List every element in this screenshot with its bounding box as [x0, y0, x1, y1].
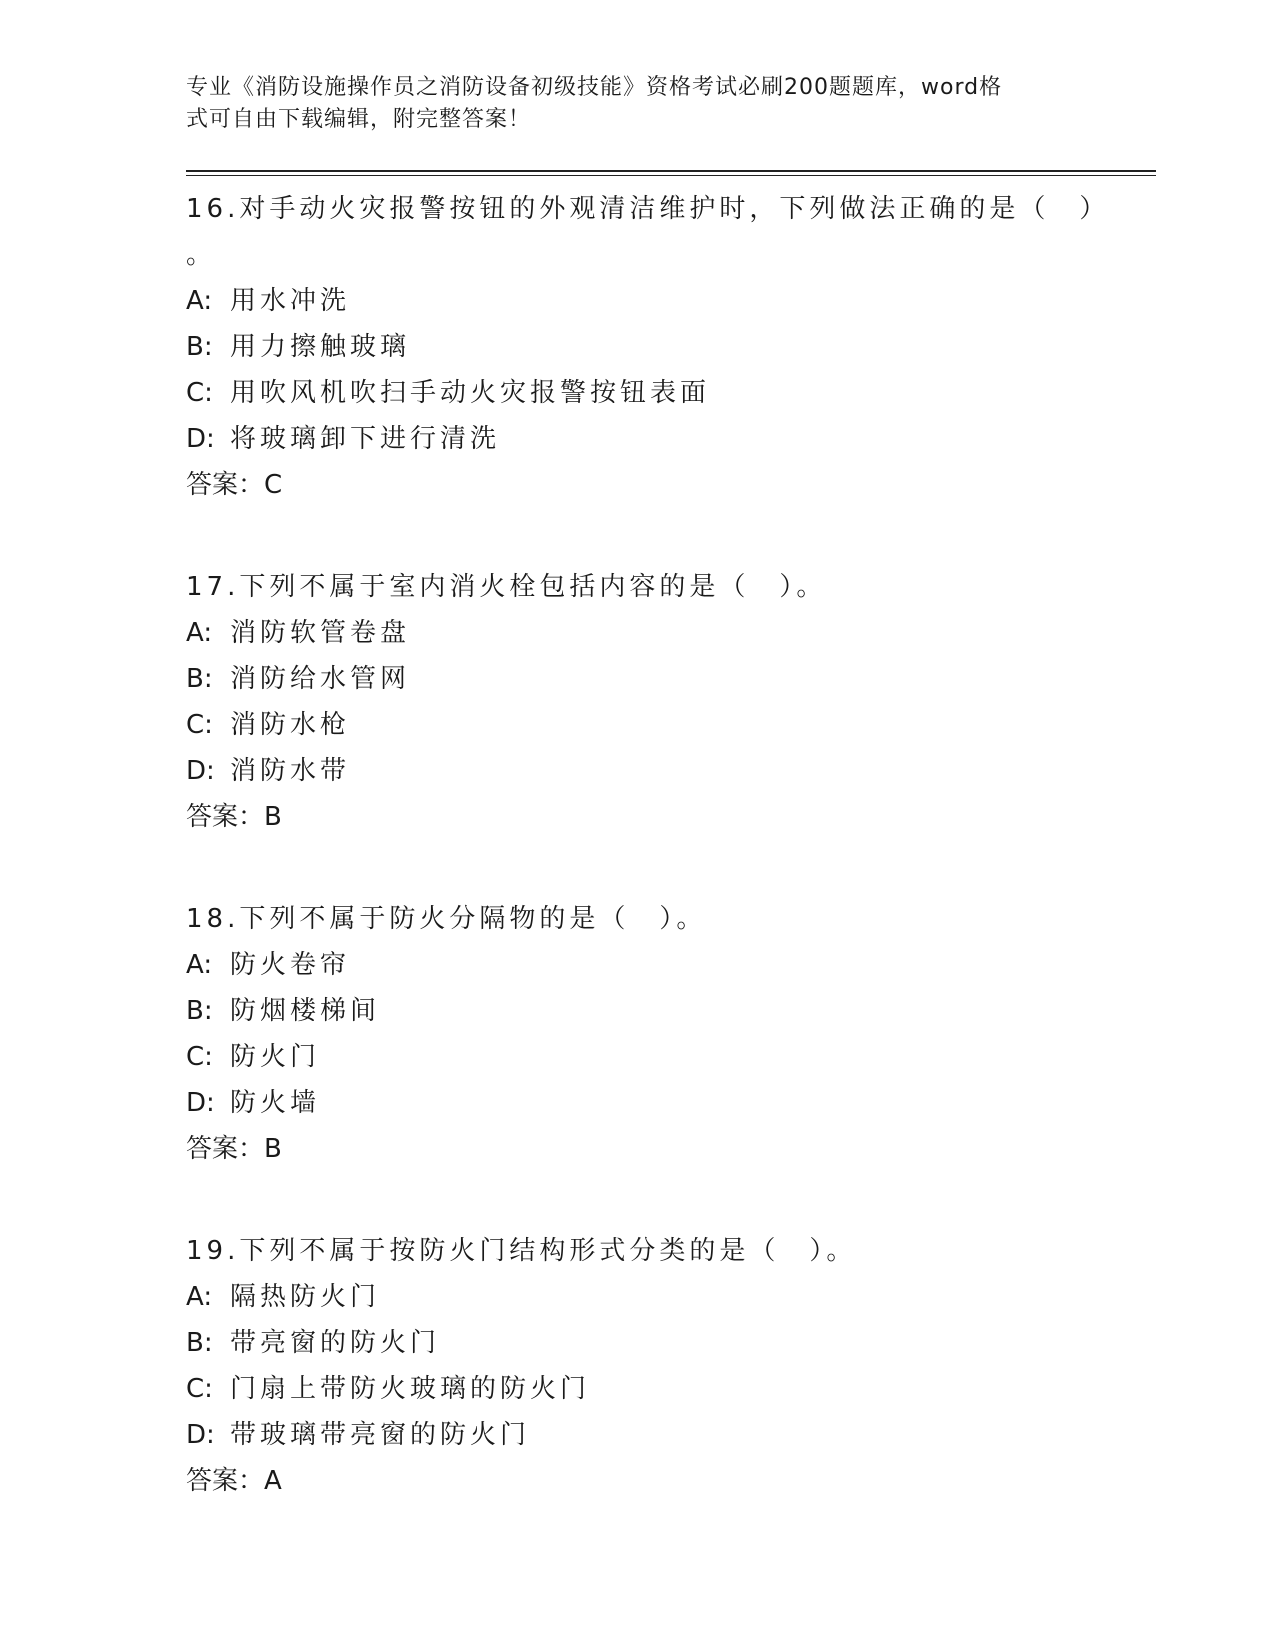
option-text: 用水冲洗	[230, 286, 351, 316]
option-text: 防火门	[230, 1042, 321, 1072]
header-divider	[186, 170, 1156, 176]
option-text: 用力擦触玻璃	[230, 332, 411, 362]
answer: 答案：B	[186, 802, 282, 832]
option-b	[186, 324, 1156, 370]
option-d	[186, 1080, 1156, 1126]
option-d	[186, 416, 1156, 462]
question-stem: 16.对手动火灾报警按钮的外观清洁维护时，下列做法正确的是（ ）	[186, 194, 1110, 224]
question-stem: 18.下列不属于防火分隔物的是（ ）。	[186, 904, 707, 934]
option-c	[186, 1034, 1156, 1080]
option-b	[186, 656, 1156, 702]
option-key: D:	[186, 424, 215, 454]
option-text: 防火墙	[230, 1088, 321, 1118]
answer: 答案：C	[186, 470, 283, 500]
spacer	[186, 840, 1156, 886]
option-key: C:	[186, 710, 213, 740]
option-text: 带亮窗的防火门	[230, 1328, 441, 1358]
option-key: D:	[186, 756, 215, 786]
question-stem: 19.下列不属于按防火门结构形式分类的是（ ）。	[186, 1236, 857, 1266]
option-text: 带玻璃带亮窗的防火门	[230, 1420, 531, 1450]
option-key: B:	[186, 996, 213, 1026]
option-c	[186, 1366, 1156, 1412]
option-text: 消防软管卷盘	[230, 618, 411, 648]
option-key: B:	[186, 664, 213, 694]
option-key: A:	[186, 618, 213, 648]
option-c	[186, 702, 1156, 748]
question-19	[186, 1228, 1156, 1504]
question-stem: 17.下列不属于室内消火栓包括内容的是（ ）。	[186, 572, 827, 602]
option-d	[186, 748, 1156, 794]
option-key: A:	[186, 286, 213, 316]
option-a	[186, 610, 1156, 656]
option-c	[186, 370, 1156, 416]
option-b	[186, 1320, 1156, 1366]
option-b	[186, 988, 1156, 1034]
option-key: A:	[186, 950, 213, 980]
option-key: A:	[186, 1282, 213, 1312]
option-key: B:	[186, 1328, 213, 1358]
option-text: 消防给水管网	[230, 664, 411, 694]
option-a	[186, 942, 1156, 988]
header-line-2: 式可自由下载编辑，附完整答案！	[186, 107, 532, 132]
option-key: C:	[186, 378, 213, 408]
option-a	[186, 1274, 1156, 1320]
question-18	[186, 896, 1156, 1172]
option-text: 防烟楼梯间	[230, 996, 381, 1026]
option-key: C:	[186, 1042, 213, 1072]
option-text: 用吹风机吹扫手动火灾报警按钮表面	[230, 378, 711, 408]
question-17	[186, 564, 1156, 840]
option-text: 消防水枪	[230, 710, 351, 740]
option-key: C:	[186, 1374, 213, 1404]
answer: 答案：A	[186, 1466, 282, 1496]
option-key: D:	[186, 1088, 215, 1118]
option-text: 防火卷帘	[230, 950, 351, 980]
option-key: D:	[186, 1420, 215, 1450]
spacer	[186, 1172, 1156, 1218]
option-key: B:	[186, 332, 213, 362]
option-text: 消防水带	[230, 756, 351, 786]
option-text: 将玻璃卸下进行清洗	[230, 424, 501, 454]
document-page	[186, 72, 1156, 1504]
answer: 答案：B	[186, 1134, 282, 1164]
option-d	[186, 1412, 1156, 1458]
option-text: 隔热防火门	[230, 1282, 381, 1312]
header-line-1: 专业《消防设施操作员之消防设备初级技能》资格考试必刷200题题库，word格	[186, 75, 1003, 100]
question-16	[186, 186, 1156, 508]
option-text: 门扇上带防火玻璃的防火门	[230, 1374, 591, 1404]
option-a	[186, 278, 1156, 324]
document-header	[186, 72, 1066, 136]
question-stem-tail: 。	[186, 240, 213, 270]
spacer	[186, 508, 1156, 554]
